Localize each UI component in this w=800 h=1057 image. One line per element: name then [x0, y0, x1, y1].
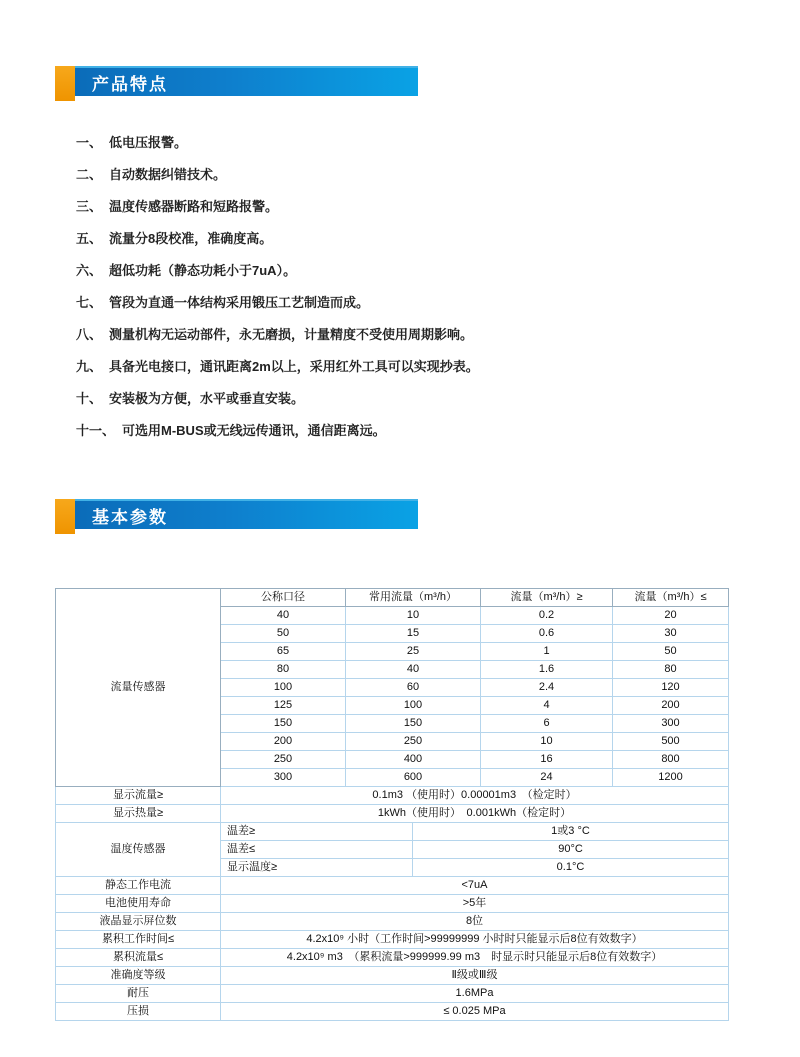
feature-number: 三、	[76, 199, 103, 214]
row-label: 显示热量≥	[56, 805, 221, 823]
cell: 2.4	[481, 679, 613, 697]
cell: >5年	[221, 895, 729, 913]
cell: 1kWh（使用时） 0.001kWh（检定时）	[221, 805, 729, 823]
cell: 6	[481, 715, 613, 733]
cell: 1.6	[481, 661, 613, 679]
table-row	[56, 967, 729, 985]
feature-text: 流量分8段校准，准确度高。	[109, 231, 273, 246]
cell: 0.1m3 （使用时）0.00001m3 （检定时）	[221, 787, 729, 805]
row-label: 压损	[56, 1003, 221, 1021]
cell: 250	[346, 733, 481, 751]
cell: 400	[346, 751, 481, 769]
orange-accent-block	[55, 499, 75, 534]
cell: 20	[613, 607, 729, 625]
cell: 4	[481, 697, 613, 715]
table-row	[56, 1003, 729, 1021]
column-header: 流量（m³/h）≥	[481, 589, 613, 607]
cell: 60	[346, 679, 481, 697]
cell: 150	[221, 715, 346, 733]
feature-number: 九、	[76, 359, 103, 374]
cell: 600	[346, 769, 481, 787]
cell: 65	[221, 643, 346, 661]
cell: 10	[481, 733, 613, 751]
feature-item	[76, 287, 479, 319]
cell: 80	[613, 661, 729, 679]
table-row	[56, 931, 729, 949]
row-label: 电池使用寿命	[56, 895, 221, 913]
table-row	[56, 787, 729, 805]
cell: 50	[613, 643, 729, 661]
column-header: 公称口径	[221, 589, 346, 607]
cell: ≤ 0.025 MPa	[221, 1003, 729, 1021]
cell: 30	[613, 625, 729, 643]
feature-text: 自动数据纠错技术。	[109, 167, 227, 182]
cell: 0.6	[481, 625, 613, 643]
cell: 1.6MPa	[221, 985, 729, 1003]
cell: 100	[346, 697, 481, 715]
feature-item	[76, 415, 479, 447]
feature-item	[76, 319, 479, 351]
cell: 1	[481, 643, 613, 661]
cell: 120	[613, 679, 729, 697]
table-row	[56, 913, 729, 931]
row-label: 耐压	[56, 985, 221, 1003]
section-title-params: 基本参数	[92, 507, 168, 527]
feature-text: 管段为直通一体结构采用锻压工艺制造而成。	[109, 295, 370, 310]
feature-text: 具备光电接口，通讯距离2m以上，采用红外工具可以实现抄表。	[109, 359, 479, 374]
cell: 10	[346, 607, 481, 625]
cell: 800	[613, 751, 729, 769]
row-label-flow-sensor: 流量传感器	[56, 589, 221, 787]
feature-item	[76, 383, 479, 415]
feature-text: 超低功耗（静态功耗小于7uA）。	[109, 263, 297, 278]
feature-text: 温度传感器断路和短路报警。	[109, 199, 279, 214]
feature-number: 一、	[76, 135, 103, 150]
orange-accent-block	[55, 66, 75, 101]
table-row	[56, 895, 729, 913]
cell: 250	[221, 751, 346, 769]
feature-number: 五、	[76, 231, 103, 246]
cell: 40	[346, 661, 481, 679]
section-banner-features	[55, 66, 418, 101]
feature-item	[76, 127, 479, 159]
sub-label: 温差≥	[221, 823, 413, 841]
feature-number: 七、	[76, 295, 103, 310]
cell: 1200	[613, 769, 729, 787]
cell: 25	[346, 643, 481, 661]
cell: 100	[221, 679, 346, 697]
cell: 200	[221, 733, 346, 751]
sub-label: 温差≤	[221, 841, 413, 859]
cell: 40	[221, 607, 346, 625]
feature-text: 低电压报警。	[109, 135, 188, 150]
table-row	[56, 877, 729, 895]
section-title-features: 产品特点	[92, 74, 168, 94]
cell: <7uA	[221, 877, 729, 895]
feature-text: 可选用M-BUS或无线远传通讯，通信距离远。	[122, 423, 386, 438]
row-label: 准确度等级	[56, 967, 221, 985]
banner-bar	[75, 66, 418, 96]
row-label: 累积流量≤	[56, 949, 221, 967]
row-label: 液晶显示屏位数	[56, 913, 221, 931]
column-header: 流量（m³/h）≤	[613, 589, 729, 607]
feature-item	[76, 159, 479, 191]
feature-item	[76, 255, 479, 287]
row-label: 静态工作电流	[56, 877, 221, 895]
banner-bar	[75, 499, 418, 529]
table-row	[56, 949, 729, 967]
cell: 50	[221, 625, 346, 643]
features-list	[76, 127, 479, 447]
cell: 24	[481, 769, 613, 787]
cell: 15	[346, 625, 481, 643]
section-banner-params	[55, 499, 418, 534]
feature-number: 十、	[76, 391, 103, 406]
feature-number: 六、	[76, 263, 103, 278]
row-label: 累积工作时间≤	[56, 931, 221, 949]
cell: 0.2	[481, 607, 613, 625]
table-row	[56, 985, 729, 1003]
cell: 4.2x10⁹ m3 （累积流量>999999.99 m3 时显示时只能显示后8位有效数字）	[221, 949, 729, 967]
spec-table	[55, 588, 729, 1021]
feature-item	[76, 191, 479, 223]
feature-text: 测量机构无运动部件，永无磨损，计量精度不受使用周期影响。	[109, 327, 474, 342]
cell: 500	[613, 733, 729, 751]
column-header: 常用流量（m³/h）	[346, 589, 481, 607]
cell: 16	[481, 751, 613, 769]
table-row	[56, 805, 729, 823]
cell: Ⅱ级或Ⅲ级	[221, 967, 729, 985]
cell: 300	[221, 769, 346, 787]
feature-number: 十一、	[76, 423, 116, 438]
cell: 0.1°C	[413, 859, 729, 877]
cell: 8位	[221, 913, 729, 931]
row-label: 显示流量≥	[56, 787, 221, 805]
cell: 4.2x10⁹ 小时（工作时间>99999999 小时时只能显示后8位有效数字）	[221, 931, 729, 949]
cell: 1或3 °C	[413, 823, 729, 841]
feature-number: 二、	[76, 167, 103, 182]
cell: 200	[613, 697, 729, 715]
feature-number: 八、	[76, 327, 103, 342]
cell: 150	[346, 715, 481, 733]
feature-item	[76, 351, 479, 383]
cell: 80	[221, 661, 346, 679]
feature-item	[76, 223, 479, 255]
table-row	[56, 823, 729, 841]
table-header-row	[56, 589, 729, 607]
cell: 125	[221, 697, 346, 715]
cell: 300	[613, 715, 729, 733]
cell: 90°C	[413, 841, 729, 859]
feature-text: 安装极为方便，水平或垂直安装。	[109, 391, 305, 406]
sub-label: 显示温度≥	[221, 859, 413, 877]
row-label-temp-sensor: 温度传感器	[56, 823, 221, 877]
